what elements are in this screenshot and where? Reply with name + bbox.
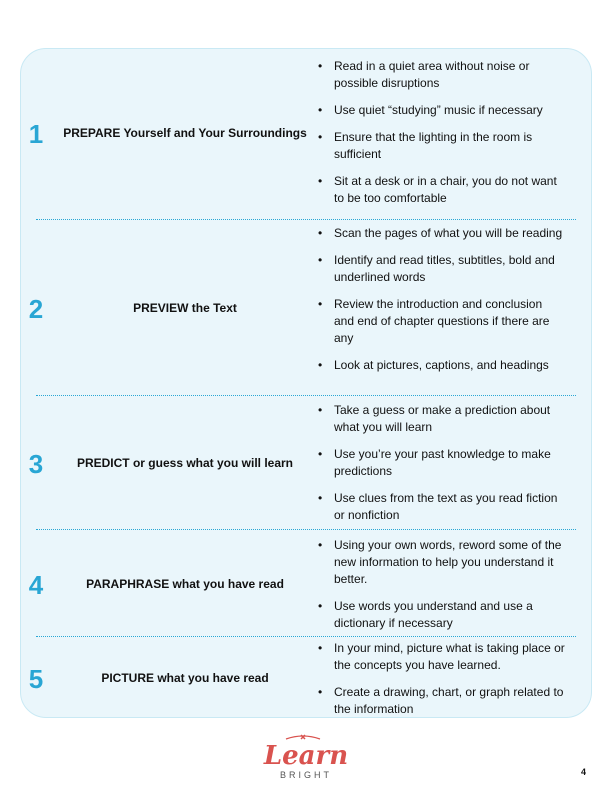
step-title-key: PREDICT xyxy=(76,456,130,470)
list-item: • Identify and read titles, subtitles, bold and underlined words xyxy=(315,252,565,286)
logo-sub: BRIGHT xyxy=(279,770,333,780)
step-number: 1 xyxy=(28,119,44,149)
step-title-rest: what you have read xyxy=(153,671,269,685)
logo-sparkle-icon xyxy=(286,735,320,739)
step-bullets xyxy=(315,58,565,207)
step-title-key: PICTURE xyxy=(101,671,154,685)
step-title xyxy=(60,577,310,592)
list-item: • Use words you understand and use a dictionary if necessary xyxy=(315,598,565,632)
row-divider xyxy=(36,529,576,530)
step-title-rest: or guess what you will learn xyxy=(129,456,294,470)
list-item: • Ensure that the lighting in the room is sufficient xyxy=(315,129,565,163)
step-bullets xyxy=(315,402,565,524)
list-item: • Use you’re your past knowledge to make predictions xyxy=(315,446,565,480)
row-divider xyxy=(36,395,576,396)
step-title-rest: the Text xyxy=(188,301,237,315)
step-number: 5 xyxy=(28,664,44,694)
step-title-key: PREPARE xyxy=(63,126,121,140)
list-item: • Create a drawing, chart, or graph related to the information xyxy=(315,684,565,718)
step-title xyxy=(60,126,310,141)
step-number: 2 xyxy=(28,294,44,324)
list-item: • Review the introduction and conclusion and end of chapter questions if there are any xyxy=(315,296,565,347)
step-title xyxy=(60,671,310,686)
row-divider xyxy=(36,219,576,220)
step-bullets xyxy=(315,640,565,718)
list-item: • Sit at a desk or in a chair, you do not want to be too comfortable xyxy=(315,173,565,207)
list-item: • Read in a quiet area without noise or possible disruptions xyxy=(315,58,565,92)
step-title-rest: what you have read xyxy=(169,577,284,591)
step-number: 3 xyxy=(28,449,44,479)
row-divider xyxy=(36,636,576,637)
page-number: 4 xyxy=(580,767,586,777)
step-title-rest: Yourself and Your Surroundings xyxy=(120,126,307,140)
list-item: • In your mind, picture what is taking place or the concepts you have learned. xyxy=(315,640,565,674)
list-item: • Use clues from the text as you read fiction or nonfiction xyxy=(315,490,565,524)
step-title-key: PREVIEW xyxy=(133,301,189,315)
list-item: • Using your own words, reword some of the new information to help you understand it better. xyxy=(315,537,565,588)
list-item: • Take a guess or make a prediction about what you will learn xyxy=(315,402,565,436)
logo-word: Learn xyxy=(263,741,349,771)
list-item: • Look at pictures, captions, and headings xyxy=(315,357,565,374)
learn-bright-logo xyxy=(256,733,356,783)
step-title xyxy=(60,456,310,471)
list-item: • Use quiet “studying” music if necessary xyxy=(315,102,565,119)
list-item: • Scan the pages of what you will be reading xyxy=(315,225,565,242)
step-bullets xyxy=(315,225,565,374)
step-bullets xyxy=(315,537,565,632)
step-title xyxy=(60,301,310,316)
step-title-key: PARAPHRASE xyxy=(86,577,170,591)
step-number: 4 xyxy=(28,570,44,600)
